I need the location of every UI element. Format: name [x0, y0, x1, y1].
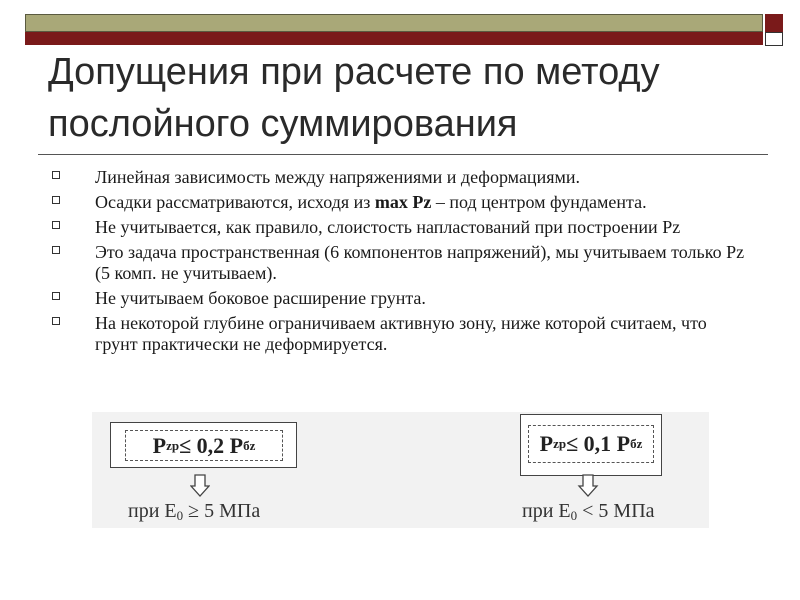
square-bullet-icon — [52, 196, 60, 204]
condition-subscript: 0 — [176, 508, 184, 523]
bullet-text-post: – под центром фундамента. — [431, 192, 647, 212]
header-red-bar — [25, 32, 763, 45]
header-olive-bar — [25, 14, 763, 32]
bullet-text: На некоторой глубине ограничиваем активную зону, ниже которой считаем, что грунт практически не деформируется. — [95, 313, 707, 354]
square-bullet-icon — [52, 221, 60, 229]
square-bullet-icon — [52, 292, 60, 300]
bullet-text: Это задача пространственная (6 компонентов напряжений), мы учитываем только Pz (5 комп. не учитываем). — [95, 242, 745, 283]
condition-text: при E — [522, 500, 571, 522]
square-bullet-icon — [52, 246, 60, 254]
down-arrow-icon — [577, 474, 599, 498]
square-bullet-icon — [52, 171, 60, 179]
bullet-item — [48, 242, 748, 284]
condition-text: ≥ 5 МПа — [183, 500, 261, 522]
square-bullet-icon — [52, 317, 60, 325]
condition-text: < 5 МПа — [577, 500, 655, 522]
condition-subscript: 0 — [570, 508, 578, 523]
condition-left — [128, 500, 260, 524]
bullet-item — [48, 217, 748, 238]
bullet-text-pre: Осадки рассматриваются, исходя из — [95, 192, 375, 212]
bullet-item — [48, 313, 748, 355]
formula-relation: ≤ 0,1 P — [566, 431, 631, 456]
bullet-list — [48, 167, 748, 359]
formula-symbol: P — [539, 431, 554, 456]
bullet-text: Не учитываем боковое расширение грунта. — [95, 288, 426, 308]
formula-right — [528, 425, 654, 463]
formula-subscript: zp — [166, 437, 180, 453]
bullet-text-bold: max Pz — [374, 192, 432, 212]
condition-right — [522, 500, 655, 524]
bullet-item — [48, 288, 748, 309]
formula-subscript: бz — [630, 436, 643, 451]
formula-subscript: zp — [553, 436, 567, 451]
formula-box-right — [520, 414, 662, 476]
bullet-item — [48, 192, 748, 213]
formula-figure — [92, 412, 709, 528]
formula-left — [125, 430, 283, 461]
formula-box-left — [110, 422, 297, 468]
condition-text: при E — [128, 500, 177, 522]
bullet-item — [48, 167, 748, 188]
title-divider — [38, 154, 768, 155]
formula-relation: ≤ 0,2 P — [179, 432, 244, 458]
bullet-text: Не учитывается, как правило, слоистость напластований при построении Pz — [95, 217, 681, 237]
header-white-square — [765, 32, 783, 46]
down-arrow-icon — [190, 474, 210, 498]
slide-title: Допущения при расчете по методу послойного суммирования — [48, 51, 660, 145]
bullet-text: Линейная зависимость между напряжениями и деформациями. — [95, 167, 580, 187]
formula-symbol: P — [152, 432, 167, 458]
header-red-square — [765, 14, 783, 32]
formula-subscript: бz — [243, 437, 256, 453]
